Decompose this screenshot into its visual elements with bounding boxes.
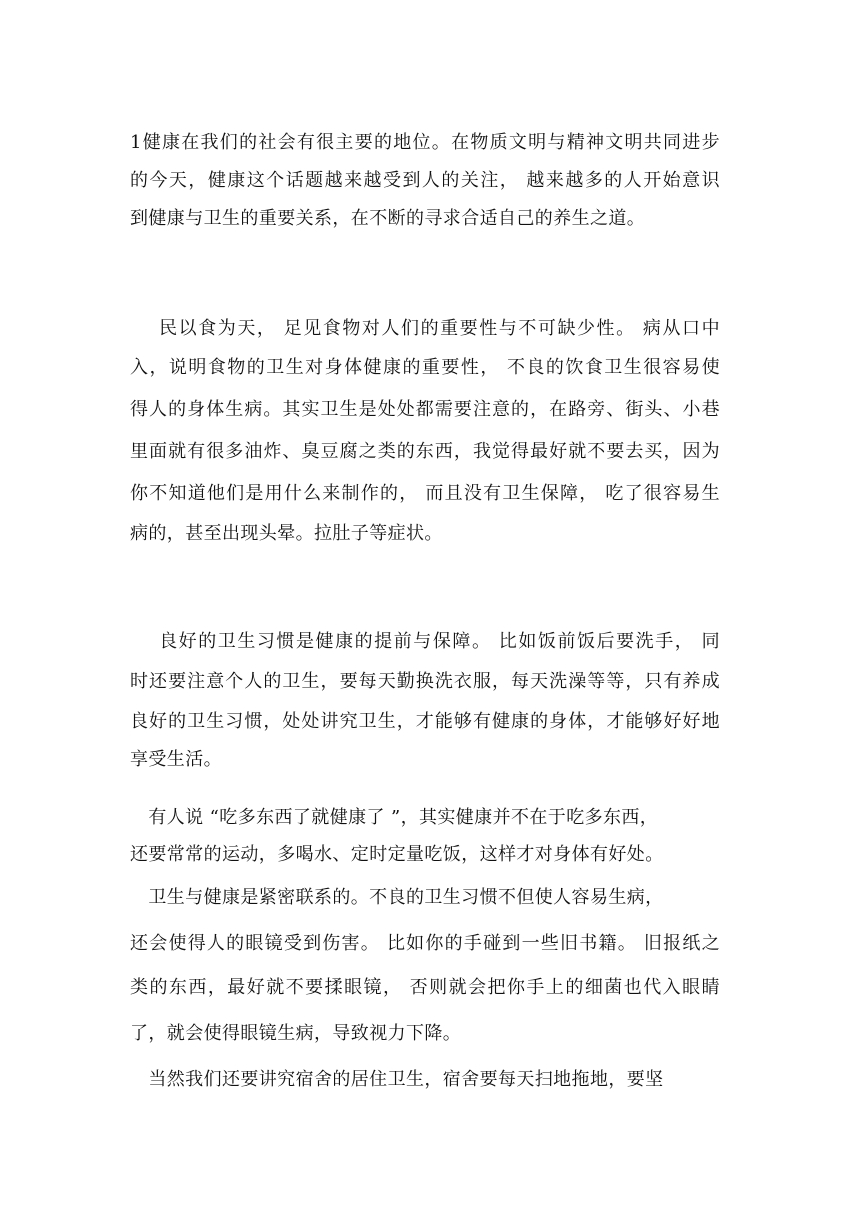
paragraph-2-line-1: 民以食为天， 足见食物对人们的重要性与不可缺少性。 病从口中	[130, 318, 720, 339]
paragraph-5-line-2: 还会使得人的眼镜受到伤害。 比如你的手碰到一些旧书籍。 旧报纸之	[130, 933, 720, 954]
paragraph-1-line-3: 到健康与卫生的重要关系，在不断的寻求合适自己的养生之道。	[130, 208, 646, 229]
paragraph-1-line-1: 1健康在我们的社会有很主要的地位。在物质文明与精神文明共同进步	[130, 132, 720, 153]
paragraph-2-line-4: 里面就有很多油炸、臭豆腐之类的东西，我觉得最好就不要去买，因为	[130, 441, 720, 462]
paragraph-2-line-5: 你不知道他们是用什么来制作的， 而且没有卫生保障， 吃了很容易生	[130, 483, 720, 504]
paragraph-2-line-3: 得人的身体生病。其实卫生是处处都需要注意的，在路旁、街头、小巷	[130, 399, 720, 420]
paragraph-2-line-2: 入，说明食物的卫生对身体健康的重要性， 不良的饮食卫生很容易使	[130, 357, 720, 378]
paragraph-4-line-2: 还要常常的运动，多喝水、定时定量吃饭，这样才对身体有好处。	[130, 844, 664, 865]
paragraph-4-line-1: 有人说 “吃多东西了就健康了 ”，其实健康并不在于吃多东西，	[130, 807, 659, 828]
paragraph-3-line-1: 良好的卫生习惯是健康的提前与保障。 比如饭前饭后要洗手， 同	[130, 631, 720, 652]
paragraph-6-line-1: 当然我们还要讲究宿舍的居住卫生，宿舍要每天扫地拖地，要坚	[130, 1069, 664, 1090]
paragraph-3-line-4: 享受生活。	[130, 749, 222, 770]
paragraph-2-line-6: 病的，甚至出现头晕。拉肚子等症状。	[130, 523, 443, 544]
paragraph-5-line-3: 类的东西，最好就不要揉眼镜， 否则就会把你手上的细菌也代入眼睛	[130, 977, 720, 998]
paragraph-5-line-4: 了，就会使得眼镜生病，导致视力下降。	[130, 1023, 462, 1044]
paragraph-3-line-2: 时还要注意个人的卫生，要每天勤换洗衣服，每天洗澡等等，只有养成	[130, 671, 720, 692]
paragraph-3-line-3: 良好的卫生习惯，处处讲究卫生，才能够有健康的身体，才能够好好地	[130, 711, 720, 732]
paragraph-1-line-2: 的今天，健康这个话题越来越受到人的关注， 越来越多的人开始意识	[130, 170, 720, 191]
paragraph-5-line-1: 卫生与健康是紧密联系的。不良的卫生习惯不但使人容易生病，	[130, 887, 664, 908]
